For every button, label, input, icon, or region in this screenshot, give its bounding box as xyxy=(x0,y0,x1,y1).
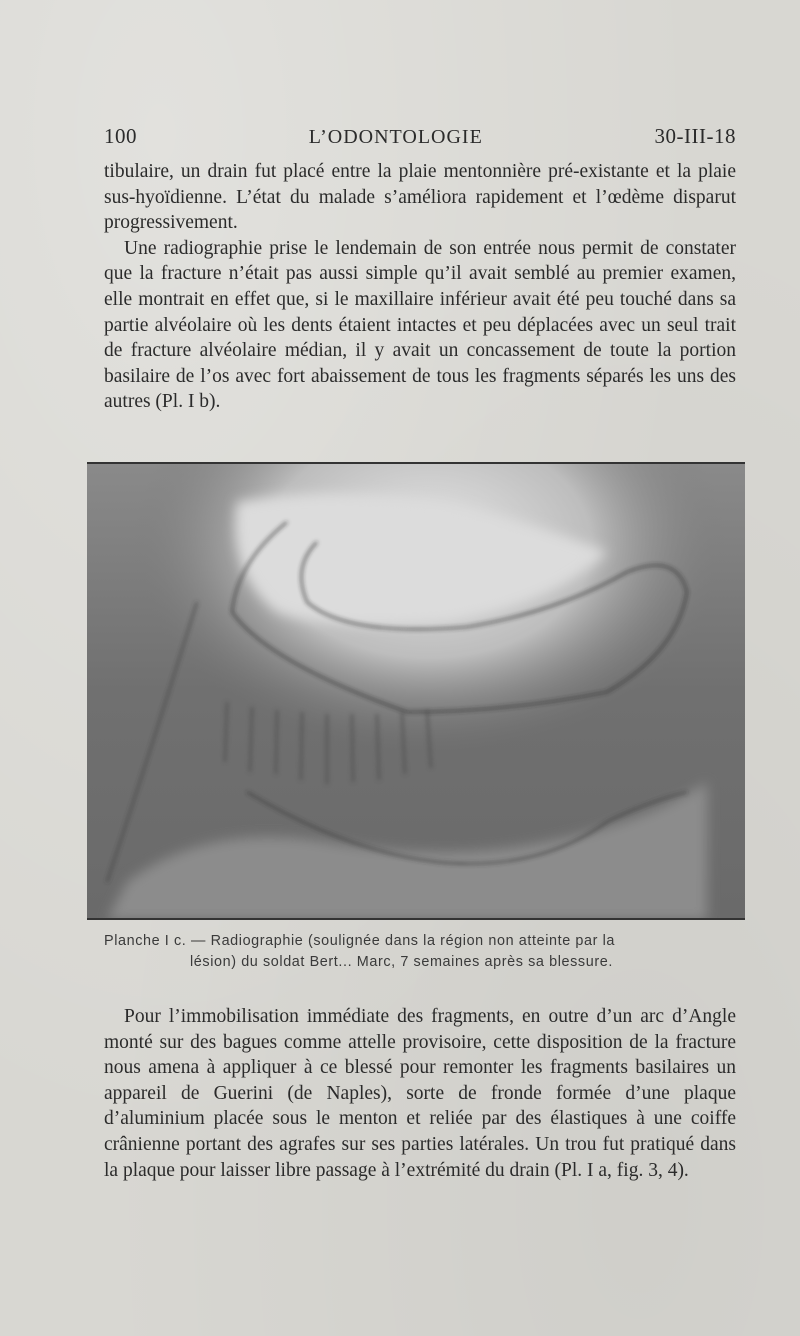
page-number: 100 xyxy=(104,124,137,148)
issue-date: 30-III-18 xyxy=(654,124,736,148)
radiograph-image xyxy=(87,462,745,920)
radiograph-plate xyxy=(87,462,745,920)
running-header xyxy=(104,124,736,154)
journal-title: L’ODONTOLOGIE xyxy=(308,126,483,148)
caption-line-2: lésion) du soldat Bert... Marc, 7 semaines après sa blessure. xyxy=(190,954,613,970)
paragraph-immobilisation: Pour l’immobilisation immédiate des fragments, en outre d’un arc d’Angle monté sur des bagues comme attelle provisoire, cette disposition de la fracture nous amena à appliquer à ce blessé pour remonter les fragments basilaires un appareil de Guerini (de Naples), sorte de fronde formée d’une plaque d’aluminium placée sous le menton et reliée par des élastiques à une coiffe crânienne portant des agrafes sur ses parties latérales. Un trou fut pratiqué dans la plaque pour laisser libre passage à l’extrémité du drain (Pl. I a, fig. 3, 4). xyxy=(104,1006,736,1181)
paragraph-continuation: tibulaire, un drain fut placé entre la plaie mentonnière pré-existante et la plaie sus-hyoïdienne. L’état du malade s’améliora rapidement et l’œdème disparut progressivement. xyxy=(104,161,736,234)
paragraph-radiography: Une radiographie prise le lendemain de son entrée nous permit de constater que la fracture n’était pas aussi simple qu’il avait semblé au premier examen, elle montrait en effet que, si le maxillaire inférieur avait été peu touché dans sa partie alvéolaire où les dents étaient intactes et peu déplacées avec un seul trait de fracture alvéolaire médian, il y avait un concassement de toute la portion basilaire de l’os avec fort abaissement de tous les fragments séparés les uns des autres (Pl. I b). xyxy=(104,237,736,413)
caption-line-1: Planche I c. — Radiographie (soulignée dans la région non atteinte par la xyxy=(104,933,615,949)
figure-caption xyxy=(104,931,736,973)
text-block-bottom xyxy=(104,1004,736,1183)
text-block-top xyxy=(104,159,736,415)
